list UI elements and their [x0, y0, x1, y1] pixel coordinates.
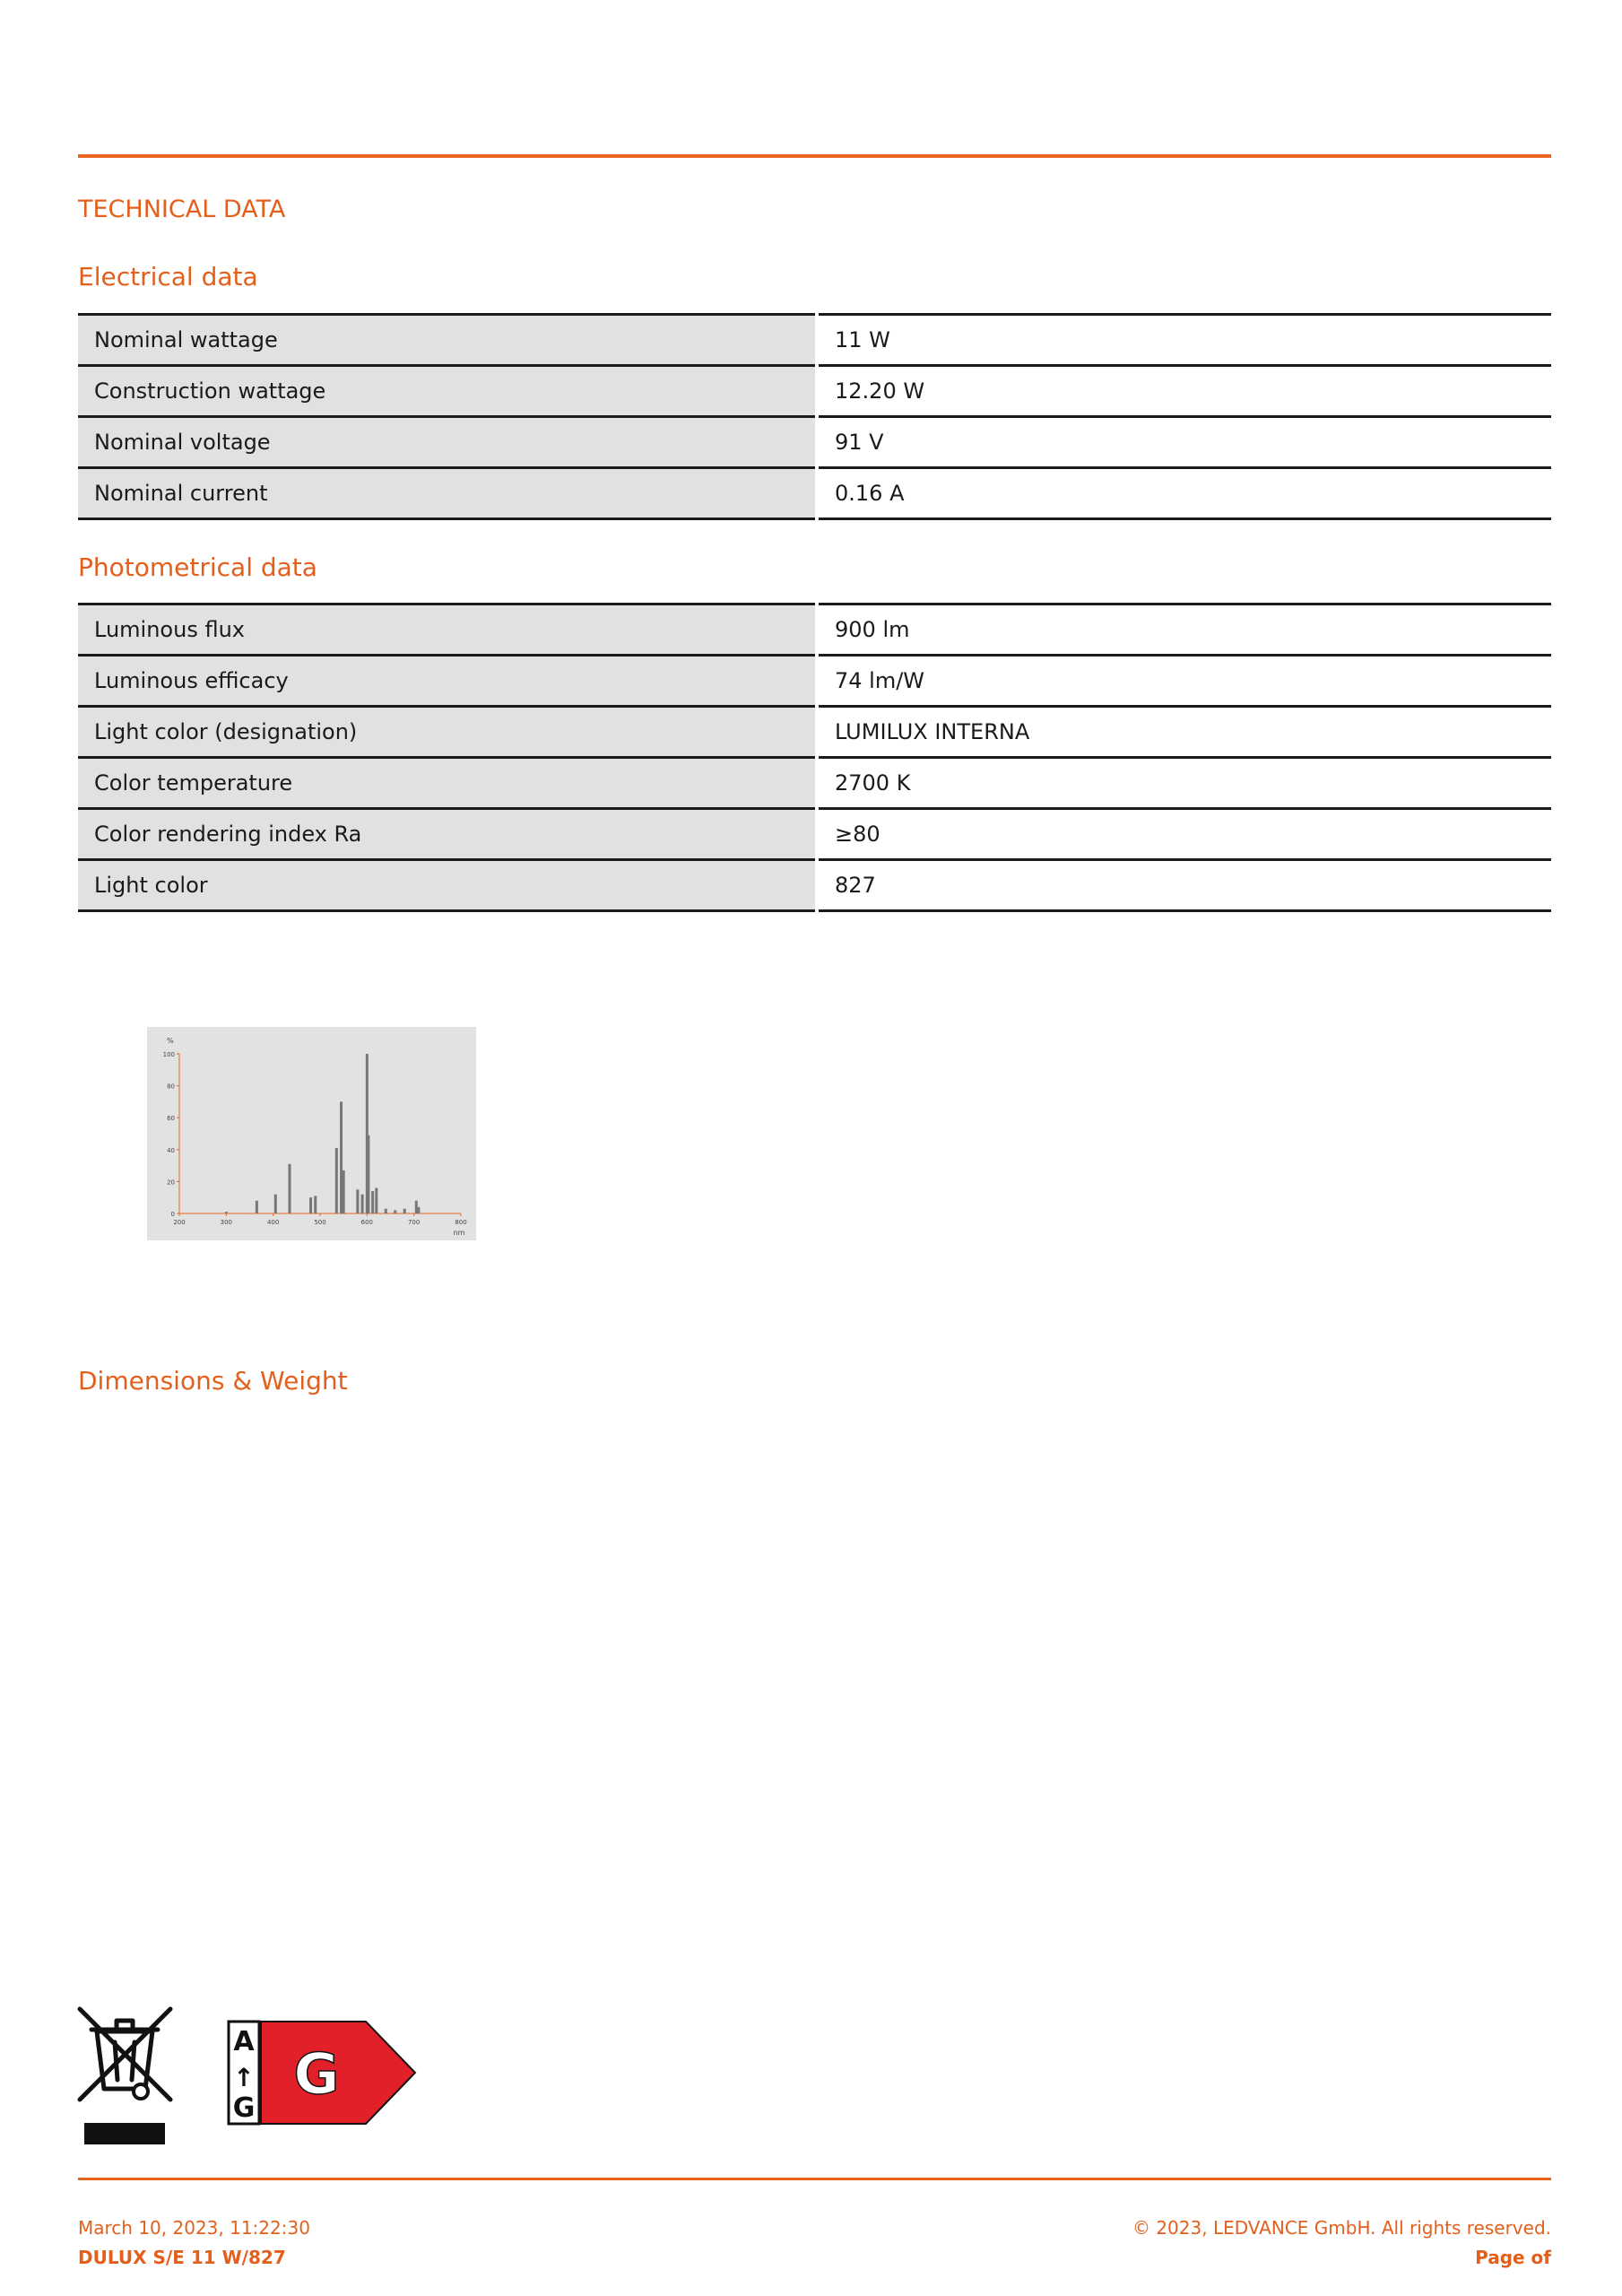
- spec-label: Nominal wattage: [78, 315, 817, 366]
- spectrum-bar: [314, 1196, 317, 1213]
- energy-scale-bottom: G: [232, 2092, 256, 2124]
- spec-value: 91 V: [817, 417, 1551, 468]
- table-row: [78, 809, 1551, 860]
- footer-date: March 10, 2023, 11:22:30: [78, 2217, 310, 2239]
- spec-label: Nominal voltage: [78, 417, 817, 468]
- spectrum-bar: [417, 1207, 420, 1213]
- x-tick-label: 300: [220, 1219, 233, 1226]
- photometrical-data-table: [78, 603, 1551, 912]
- spectrum-bar: [403, 1209, 406, 1213]
- spectrum-bar: [356, 1189, 359, 1213]
- spec-value: 2700 K: [817, 758, 1551, 809]
- spec-label: Color rendering index Ra: [78, 809, 817, 860]
- spec-label: Luminous flux: [78, 604, 817, 656]
- spec-label: Color temperature: [78, 758, 817, 809]
- x-tick-label: 600: [360, 1219, 374, 1226]
- x-tick-label: 700: [407, 1219, 421, 1226]
- y-tick-label: 20: [167, 1178, 175, 1187]
- dimensions-weight-heading: Dimensions & Weight: [78, 1366, 348, 1396]
- y-tick-label: 40: [167, 1146, 175, 1154]
- spectral-distribution-chart: [147, 1027, 476, 1240]
- spectrum-bar: [274, 1195, 277, 1213]
- page-title: TECHNICAL DATA: [78, 196, 286, 223]
- spec-value: ≥80: [817, 809, 1551, 860]
- spectrum-bar: [309, 1197, 312, 1213]
- spectrum-bar: [371, 1191, 374, 1213]
- table-row: [78, 315, 1551, 366]
- spectrum-bar: [335, 1148, 338, 1213]
- footer-product: DULUX S/E 11 W/827: [78, 2247, 286, 2268]
- y-tick-label: 0: [170, 1211, 175, 1218]
- spectrum-bar: [375, 1188, 377, 1213]
- spectrum-bar: [288, 1164, 291, 1213]
- y-tick-label: 80: [167, 1083, 175, 1091]
- x-tick-label: 400: [266, 1219, 280, 1226]
- table-row: [78, 707, 1551, 758]
- footer-copyright: © 2023, LEDVANCE GmbH. All rights reserved.: [1132, 2217, 1551, 2239]
- footer-rule: [78, 2178, 1551, 2180]
- table-row: [78, 366, 1551, 417]
- y-tick-label: 60: [167, 1115, 175, 1123]
- spec-value: 0.16 A: [817, 468, 1551, 519]
- electrical-data-table: [78, 313, 1551, 520]
- spectrum-bar: [256, 1201, 258, 1213]
- table-row: [78, 417, 1551, 468]
- spec-label: Light color (designation): [78, 707, 817, 758]
- spectrum-bar: [394, 1210, 396, 1213]
- energy-scale-top: A: [233, 2026, 255, 2057]
- spec-value: 900 lm: [817, 604, 1551, 656]
- spectrum-bar: [415, 1201, 418, 1213]
- header-rule: [78, 154, 1551, 158]
- spectrum-bar: [340, 1101, 343, 1213]
- spec-label: Light color: [78, 860, 817, 911]
- weee-bin-icon: [77, 2006, 174, 2148]
- spec-value: 12.20 W: [817, 366, 1551, 417]
- spectrum-bar: [225, 1212, 228, 1213]
- y-tick-label: 100: [162, 1051, 175, 1058]
- spectrum-bar: [361, 1195, 364, 1213]
- spec-value: 11 W: [817, 315, 1551, 366]
- table-row: [78, 860, 1551, 911]
- table-row: [78, 758, 1551, 809]
- spectrum-bar: [385, 1209, 387, 1213]
- table-row: [78, 468, 1551, 519]
- x-tick-label: 200: [173, 1219, 186, 1226]
- spectrum-bar: [343, 1170, 345, 1213]
- x-axis-label: nm: [453, 1229, 465, 1237]
- spec-label: Luminous efficacy: [78, 656, 817, 707]
- table-row: [78, 604, 1551, 656]
- spec-label: Construction wattage: [78, 366, 817, 417]
- spec-value: LUMILUX INTERNA: [817, 707, 1551, 758]
- energy-class-label: [227, 2020, 417, 2127]
- x-tick-label: 800: [455, 1219, 467, 1226]
- energy-scale-arrow: ↑: [233, 2063, 255, 2092]
- table-row: [78, 656, 1551, 707]
- x-tick-label: 500: [314, 1219, 326, 1226]
- energy-class-letter: G: [293, 2041, 340, 2107]
- spec-value: 827: [817, 860, 1551, 911]
- y-axis-label: %: [167, 1037, 174, 1045]
- spec-label: Nominal current: [78, 468, 817, 519]
- photometrical-data-heading: Photometrical data: [78, 552, 317, 582]
- spectrum-bar: [367, 1135, 369, 1213]
- footer-page-number: Page of: [1475, 2247, 1551, 2268]
- spec-value: 74 lm/W: [817, 656, 1551, 707]
- electrical-data-heading: Electrical data: [78, 262, 258, 291]
